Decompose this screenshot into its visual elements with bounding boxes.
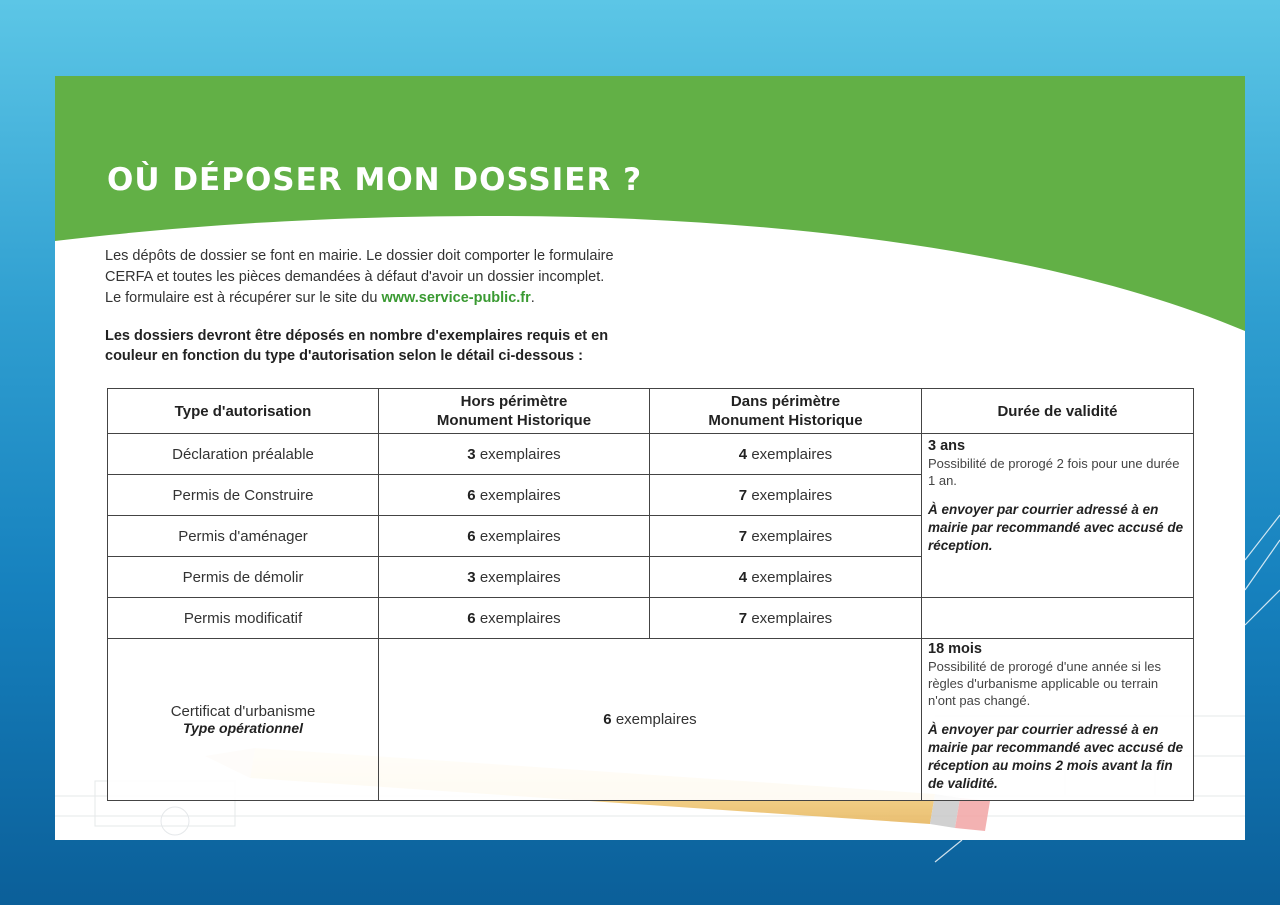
count-value: 7 [738,486,748,504]
header-dans-line-2: Monument Historique [708,412,863,429]
intro-line-2: CERFA et toutes les pièces demandées à défaut d'avoir un dossier incomplet. [105,269,605,285]
authorization-table [107,388,1194,801]
header-dans-line-1: Dans périmètre [730,393,841,410]
validity-empty-cell [922,598,1194,639]
instructions-line-1: Les dossiers devront être déposés en nombre d'exemplaires requis et en [105,328,609,344]
header-hors-perimetre [379,389,650,434]
count-value: 6 [603,711,612,728]
service-public-link[interactable]: www.service-public.fr [381,290,531,306]
info-card [55,76,1245,840]
header-duree: Durée de validité [922,389,1194,434]
count-value: 4 [738,445,748,463]
validity-note: Possibilité de prorogé 2 fois pour une durée 1 an. [928,456,1180,488]
instructions-paragraph [105,326,765,366]
validity-send-instructions: À envoyer par courrier adressé à en mairie par recommandé avec accusé de réception. [928,502,1184,553]
count-unit: exemplaires [479,445,561,463]
certificat-count [379,639,922,801]
row-type: Permis d'aménager [108,516,379,557]
count-unit: exemplaires [751,527,833,545]
validity-duration: 3 ans [928,438,966,454]
count-value: 3 [467,445,476,463]
count-value: 4 [738,568,748,586]
count-unit: exemplaires [751,609,833,627]
certificat-subtype: Type opérationnel [182,720,304,736]
table-row [108,598,1194,639]
count-unit: exemplaires [479,568,561,586]
count-unit: exemplaires [479,486,561,504]
validity-certificat [922,639,1194,801]
row-type: Permis modificatif [108,598,379,639]
validity-permits [922,434,1194,598]
count-unit: exemplaires [751,486,833,504]
header-dans-perimetre [650,389,922,434]
row-hors-count [379,475,650,516]
row-dans-count [650,557,922,598]
validity-send-instructions: À envoyer par courrier adressé à en mairie par recommandé avec accusé de réception au moins 2 mois avant la fin de validité. [928,722,1184,791]
count-unit: exemplaires [479,527,561,545]
row-type: Déclaration préalable [108,434,379,475]
header-type: Type d'autorisation [108,389,379,434]
certificat-type [108,639,379,801]
count-value: 6 [467,486,476,504]
page-title: OÙ DÉPOSER MON DOSSIER ? [107,162,643,198]
count-unit: exemplaires [615,711,697,728]
count-value: 7 [738,527,748,545]
header-hors-line-1: Hors périmètre [460,393,568,410]
count-unit: exemplaires [751,568,833,586]
count-value: 6 [467,527,476,545]
row-hors-count [379,598,650,639]
count-unit: exemplaires [479,609,561,627]
count-unit: exemplaires [751,445,833,463]
row-hors-count [379,434,650,475]
validity-duration: 18 mois [928,641,982,657]
row-type: Permis de Construire [108,475,379,516]
certificat-label: Certificat d'urbanisme [170,703,316,720]
row-dans-count [650,598,922,639]
row-hors-count [379,557,650,598]
table-row [108,434,1194,475]
count-value: 3 [467,568,476,586]
instructions-line-2: couleur en fonction du type d'autorisation selon le détail ci-dessous : [105,348,583,364]
row-dans-count [650,475,922,516]
intro-line-1: Les dépôts de dossier se font en mairie. Le dossier doit comporter le formulaire [105,248,614,264]
row-dans-count [650,434,922,475]
row-hors-count [379,516,650,557]
count-value: 6 [467,609,476,627]
table-row-certificat [108,639,1194,801]
intro-paragraph [105,246,765,309]
header-hors-line-2: Monument Historique [436,412,592,429]
row-type: Permis de démolir [108,557,379,598]
row-dans-count [650,516,922,557]
validity-note: Possibilité de prorogé d'une année si les règles d'urbanisme applicable ou terrain n'ont pas changé. [928,659,1162,708]
count-value: 7 [738,609,748,627]
intro-line-3: Le formulaire est à récupérer sur le site du [105,290,382,306]
table-header-row [108,389,1194,434]
intro-line-3-suffix: . [530,290,535,306]
